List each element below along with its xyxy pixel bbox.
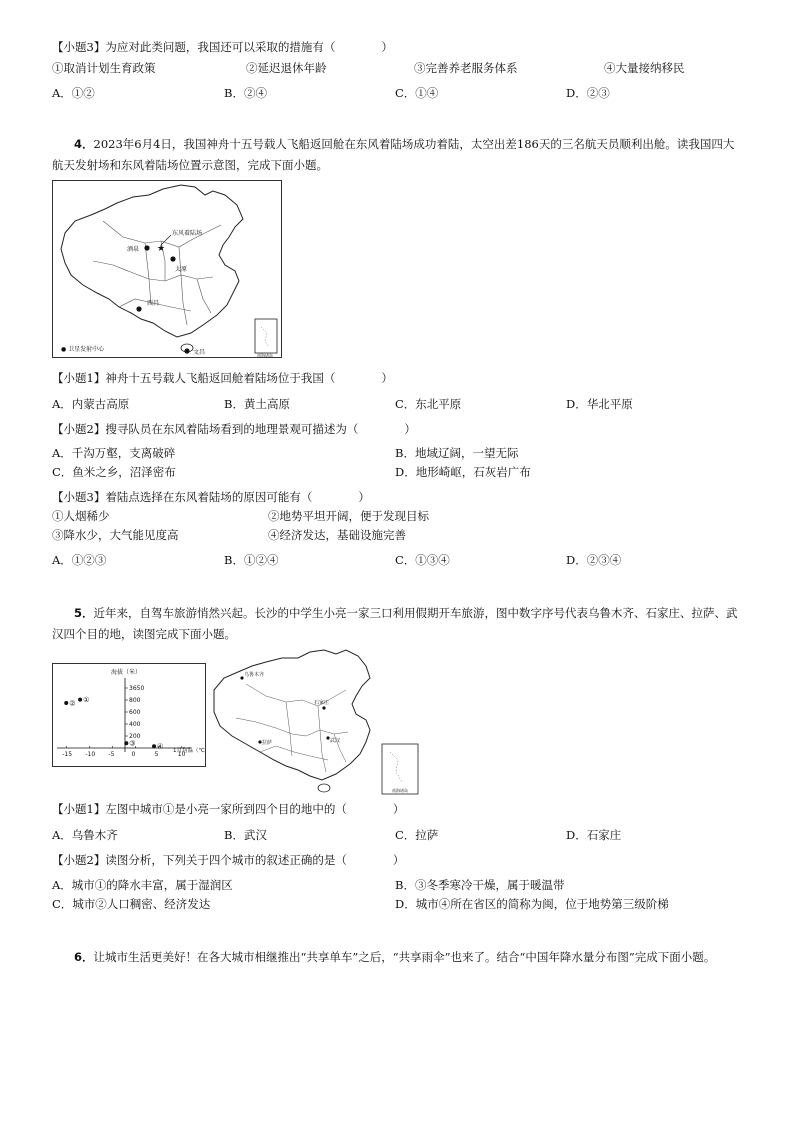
data-point <box>152 744 156 748</box>
q4-sub2-option-a[interactable]: A．千沟万壑，支离破碎 <box>52 446 176 460</box>
q3-sub3-label: 【小题3】 <box>52 40 106 54</box>
wenchang-label: 文昌 <box>193 349 206 356</box>
q4-reason-3: ③降水少，大气能见度高 <box>52 528 179 542</box>
q5-sub2 <box>52 853 404 867</box>
q4-reason-2: ②地势平坦开阔，便于发现目标 <box>268 509 429 523</box>
y-axis-label: 海拔（米） <box>111 669 142 676</box>
data-point-label: ① <box>83 696 90 705</box>
q4-sub1-option-d[interactable]: D．华北平原 <box>566 397 633 411</box>
dongfeng-star-icon: ★ <box>157 244 166 254</box>
x-tick-label: 5 <box>154 751 159 758</box>
q5-stem-text: 近年来，自驾车旅游悄然兴起。长沙的中学生小亮一家三口利用假期开车旅游，图中数字序号代表乌鲁木齐、石家庄、拉萨、武汉四个目的地，读图完成下面小题。 <box>52 606 738 641</box>
map-legend: ● 卫星发射中心 <box>61 346 105 353</box>
lhasa-label: 拉萨 <box>262 740 273 746</box>
q5-sub1-option-c[interactable]: C．拉萨 <box>395 828 439 842</box>
x-tick-label: 10 <box>177 751 186 758</box>
q4-sub2-option-b[interactable]: B．地域辽阔，一望无际 <box>395 446 519 460</box>
altitude-temperature-chart <box>53 664 205 766</box>
q5-sub1 <box>52 802 404 816</box>
q5-number: 5． <box>74 606 94 620</box>
q5-sub1-text: 左图中城市①是小亮一家所到四个目的地中的（ ） <box>105 802 405 816</box>
y-tick-label: 800 <box>129 697 141 704</box>
shijiazhuang-dot <box>322 706 325 709</box>
q3-option-d[interactable]: D．②③ <box>566 86 610 100</box>
q4-reason-1: ①人烟稀少 <box>52 509 110 523</box>
jiuquan-label: 酒泉 <box>127 246 140 253</box>
q3-measure-3: ③完善养老服务体系 <box>414 61 518 75</box>
q4-reason-4: ④经济发达，基础设施完善 <box>268 528 406 542</box>
q5-stem <box>52 603 742 645</box>
q5-sub2-option-a[interactable]: A．城市①的降水丰富，属于湿润区 <box>52 878 233 892</box>
x-tick-label: -15 <box>62 751 73 758</box>
q4-number: 4． <box>74 137 94 151</box>
q5-scatter-chart <box>52 663 206 767</box>
data-point-label: ③ <box>129 739 136 748</box>
shijiazhuang-label: 石家庄 <box>314 700 330 706</box>
q5-sub2-label: 【小题2】 <box>52 853 106 867</box>
q6-number: 6． <box>74 950 94 964</box>
data-point <box>78 698 82 702</box>
q4-sub3 <box>52 490 370 504</box>
q4-sub3-option-b[interactable]: B．①②④ <box>224 553 279 567</box>
q4-sub3-text: 着陆点选择在东风着陆场的原因可能有（ ） <box>105 490 370 504</box>
y-tick-label: 600 <box>129 709 141 716</box>
x-axis-label: 1月均温（℃ <box>173 748 205 754</box>
q6-stem-text: 让城市生活更美好！在各大城市相继推出“共享单车”之后，“共享雨伞”也来了。结合“中国年降水量分布图”完成下面小题。 <box>93 950 716 964</box>
china-cities-map <box>206 648 438 798</box>
q4-sub3-label: 【小题3】 <box>52 490 106 504</box>
q4-sub1-option-a[interactable]: A．内蒙古高原 <box>52 397 130 411</box>
inset-label: 南海诸岛 <box>392 788 408 793</box>
data-point-label: ④ <box>157 742 164 751</box>
q5-sub2-option-d[interactable]: D．城市④所在省区的简称为闽，位于地势第三级阶梯 <box>395 897 669 911</box>
jiuquan-site-dot <box>144 245 149 250</box>
wuhan-label: 武汉 <box>330 738 341 744</box>
q5-sub2-option-c[interactable]: C．城市②人口稠密、经济发达 <box>52 897 211 911</box>
q3-option-b[interactable]: B．②④ <box>224 86 267 100</box>
taiyuan-label: 太原 <box>175 266 188 273</box>
q4-sub2-option-c[interactable]: C．鱼米之乡，沼泽密布 <box>52 465 176 479</box>
xichang-label: 西昌 <box>147 300 160 307</box>
y-tick-label: 200 <box>129 733 141 740</box>
q3-option-c[interactable]: C．①④ <box>395 86 439 100</box>
wenchang-site-dot <box>184 348 189 353</box>
q5-sub1-option-d[interactable]: D．石家庄 <box>566 828 622 842</box>
q4-sub3-option-c[interactable]: C．①③④ <box>395 553 450 567</box>
q3-sub3 <box>52 40 393 54</box>
china-launch-sites-map <box>53 181 281 357</box>
x-tick-label: -10 <box>85 751 96 758</box>
q4-sub1 <box>52 371 393 385</box>
q5-map <box>206 648 438 798</box>
q4-sub2 <box>52 422 416 436</box>
dongfeng-label: 东风着陆场 <box>172 230 203 237</box>
south-china-sea-inset <box>255 319 277 353</box>
y-tick-group <box>125 685 144 740</box>
data-point <box>64 701 68 705</box>
xichang-site-dot <box>136 306 141 311</box>
q5-sub1-label: 【小题1】 <box>52 802 106 816</box>
y-tick-label: 3650 <box>129 685 145 692</box>
q4-sub2-option-d[interactable]: D．地形崎岖，石灰岩广布 <box>395 465 531 479</box>
q4-stem <box>52 134 742 176</box>
q3-measure-4: ④大量接纳移民 <box>604 61 685 75</box>
inset-label: 南海诸岛 <box>257 353 273 357</box>
taiyuan-site-dot <box>170 256 175 261</box>
q5-sub2-option-b[interactable]: B．③冬季寒冷干燥，属于暖温带 <box>395 878 565 892</box>
q3-measure-2: ②延迟退休年龄 <box>246 61 327 75</box>
south-china-sea-inset <box>382 744 418 794</box>
q6-stem <box>52 947 742 968</box>
q4-sub1-option-c[interactable]: C．东北平原 <box>395 397 462 411</box>
q5-sub1-option-a[interactable]: A．乌鲁木齐 <box>52 828 118 842</box>
data-point <box>124 741 128 745</box>
urumqi-label: 乌鲁木齐 <box>244 672 265 678</box>
q4-sub1-text: 神舟十五号载人飞船返回舱着陆场位于我国（ ） <box>105 371 393 385</box>
q3-option-a[interactable]: A．①② <box>52 86 95 100</box>
y-tick-label: 400 <box>129 721 141 728</box>
q4-sub3-option-a[interactable]: A．①②③ <box>52 553 107 567</box>
q4-map <box>52 180 282 358</box>
q4-sub2-label: 【小题2】 <box>52 422 106 436</box>
data-point-group <box>64 696 163 751</box>
q3-sub3-text: 为应对此类问题，我国还可以采取的措施有（ ） <box>105 40 393 54</box>
q4-stem-text: 2023年6月4日，我国神舟十五号载人飞船返回舱在东风着陆场成功着陆，太空出差186天的三名航天员顺利出舱。读我国四大航天发射场和东风着陆场位置示意图，完成下面小题。 <box>52 137 735 172</box>
x-tick-label: 0 <box>131 751 136 758</box>
q3-measure-1: ①取消计划生育政策 <box>52 61 156 75</box>
q4-sub1-label: 【小题1】 <box>52 371 106 385</box>
q4-sub2-text: 搜寻队员在东风着陆场看到的地理景观可描述为（ ） <box>105 422 416 436</box>
q5-sub2-text: 读图分析，下列关于四个城市的叙述正确的是（ ） <box>105 853 405 867</box>
data-point-label: ② <box>69 699 76 708</box>
q5-sub1-option-b[interactable]: B．武汉 <box>224 828 267 842</box>
x-tick-label: -5 <box>108 751 115 758</box>
q4-sub1-option-b[interactable]: B．黄土高原 <box>224 397 290 411</box>
q4-sub3-option-d[interactable]: D．②③④ <box>566 553 622 567</box>
